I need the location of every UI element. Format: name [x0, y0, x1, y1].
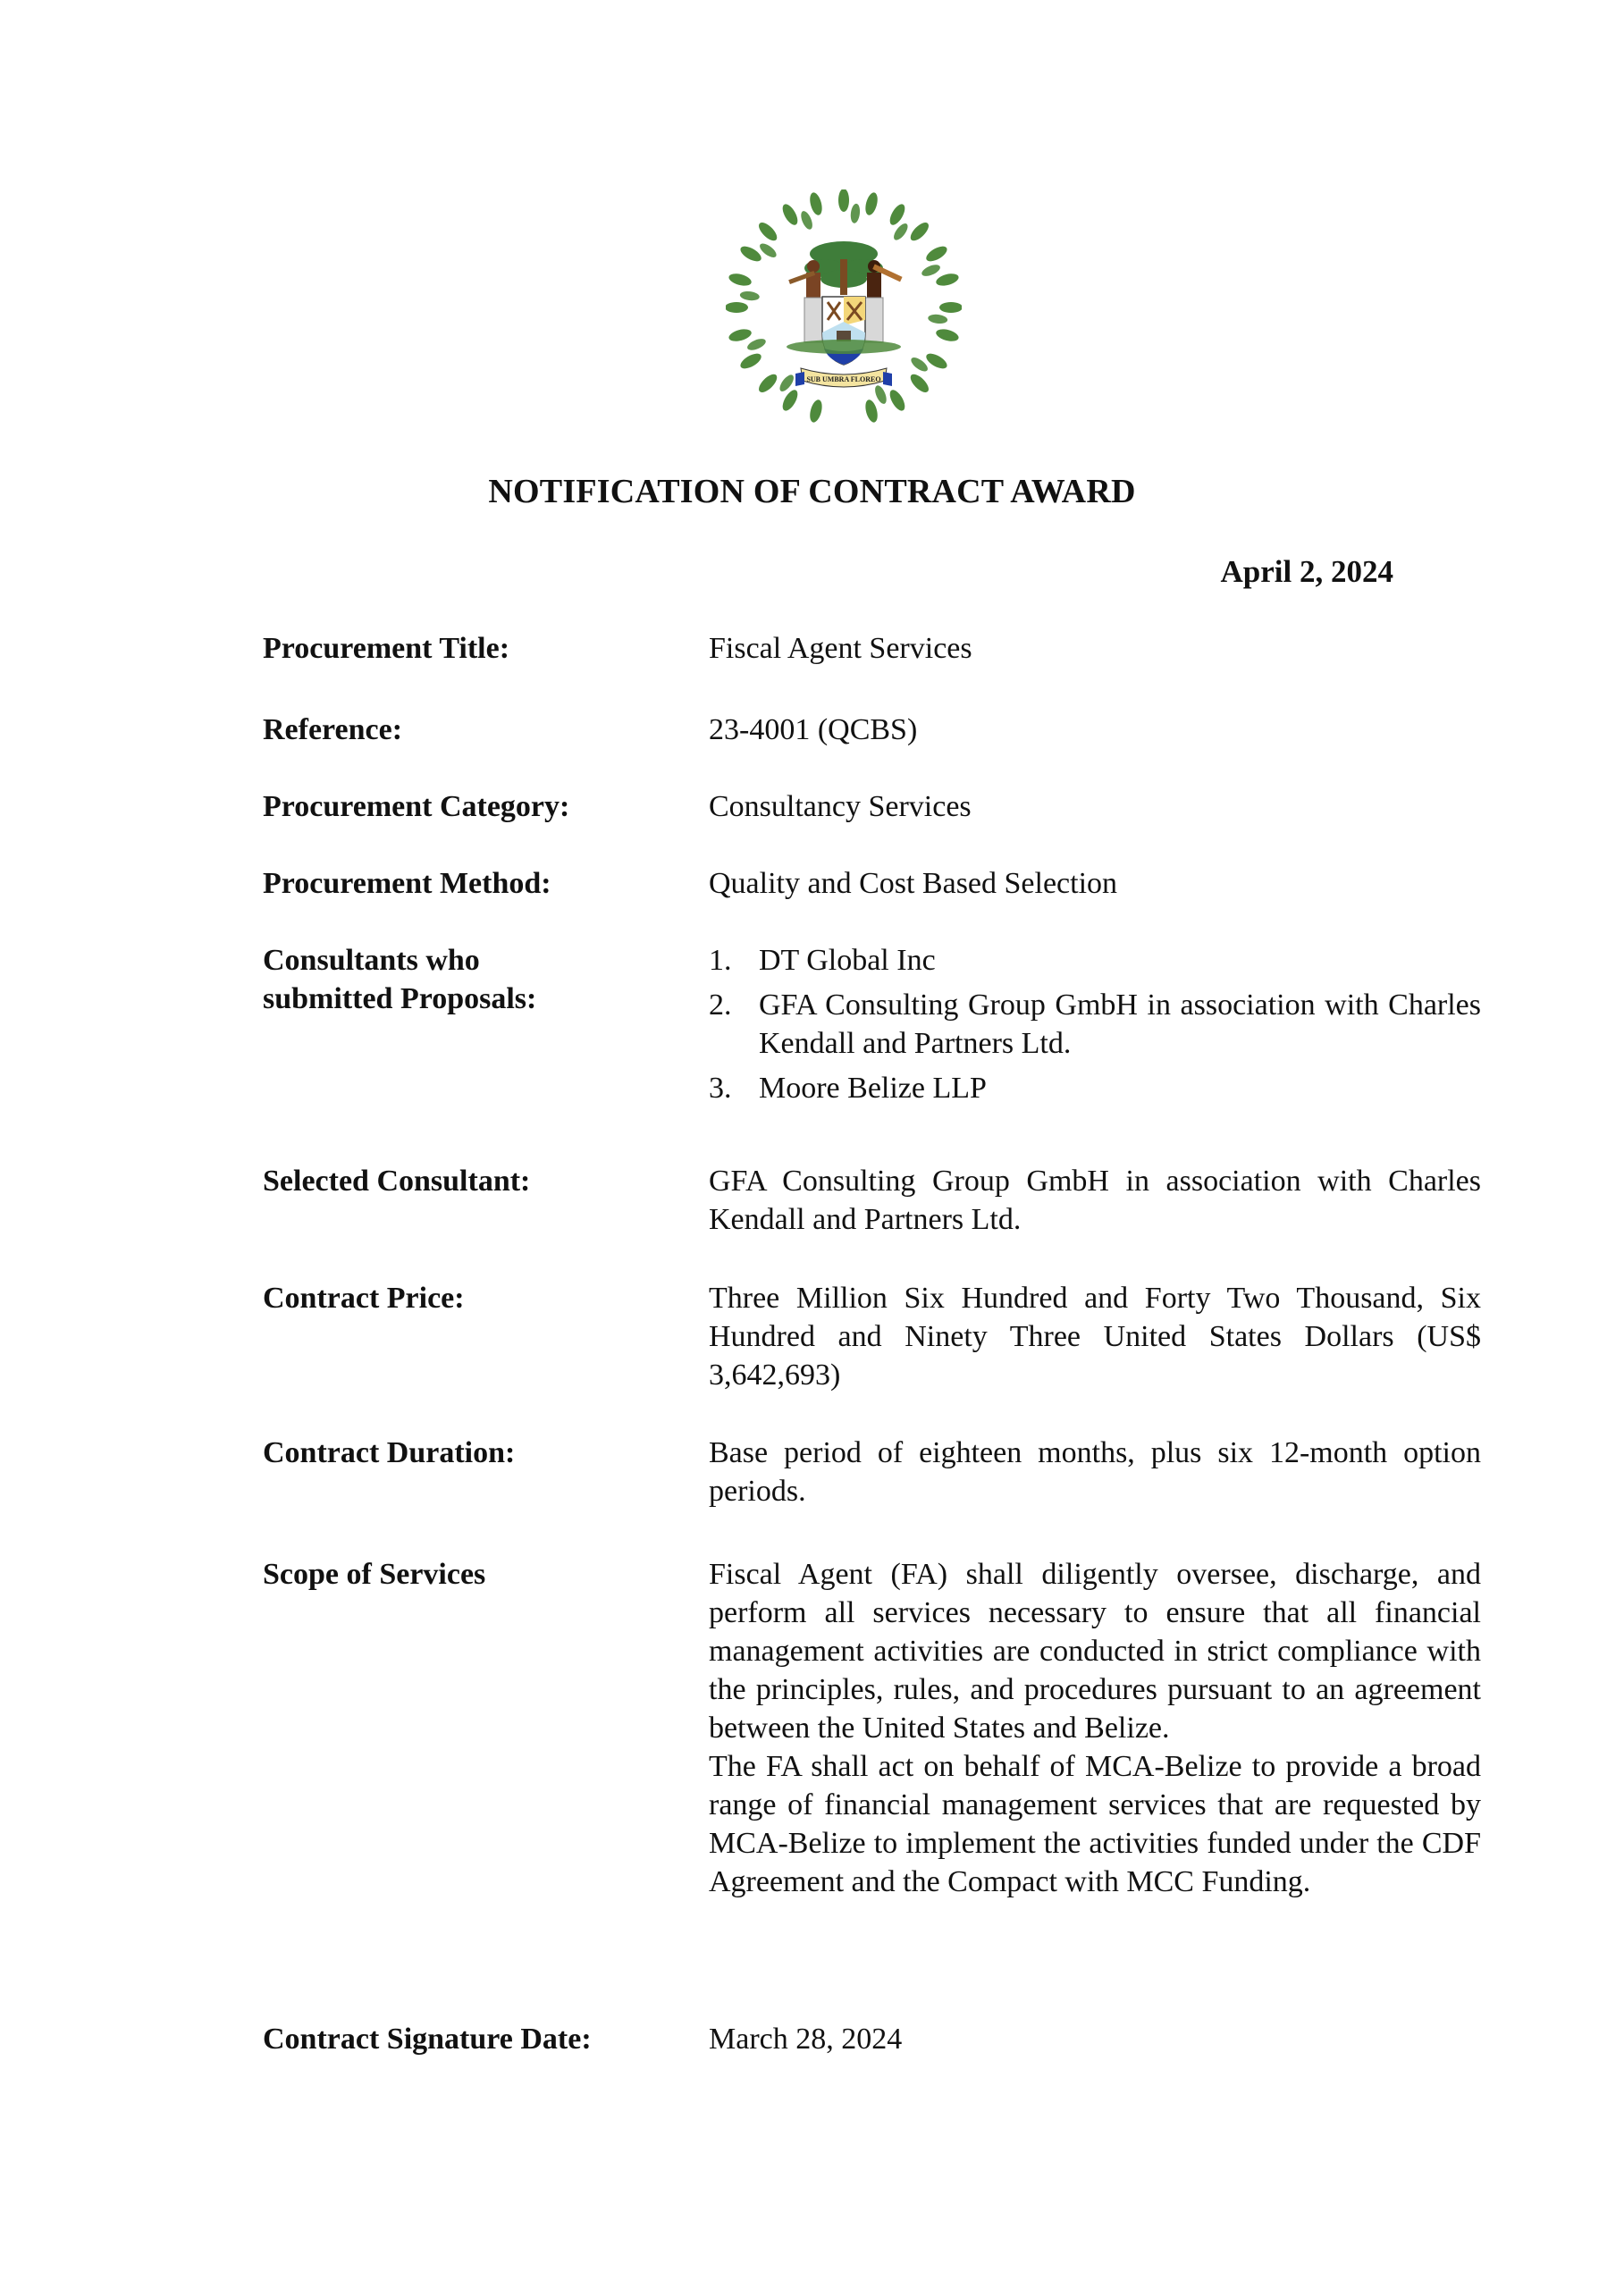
field-label-line: Consultants who — [263, 944, 480, 977]
field-value: Fiscal Agent Services — [709, 632, 972, 665]
field-value: GFA Consulting Group GmbH in association with Charles Kendall and Partners Ltd. — [709, 1165, 1481, 1236]
field-label: Scope of Services — [263, 1558, 486, 1591]
field-label-line: submitted Proposals: — [263, 982, 537, 1015]
field-label: Selected Consultant: — [263, 1165, 531, 1198]
field-value: March 28, 2024 — [709, 2023, 903, 2056]
field-label: Procurement Title: — [263, 632, 510, 665]
field-label — [263, 941, 692, 1018]
field-label: Procurement Method: — [263, 867, 551, 900]
field-value — [709, 1555, 1481, 1901]
field-label: Contract Signature Date: — [263, 2023, 592, 2056]
list-number: 2. — [709, 988, 732, 1022]
coat-of-arms-emblem — [726, 189, 962, 425]
list-item — [709, 941, 1481, 980]
svg-text:SUB UMBRA FLOREO: SUB UMBRA FLOREO — [806, 375, 881, 383]
field-label: Contract Price: — [263, 1282, 465, 1315]
list-number: 1. — [709, 944, 732, 977]
field-label: Contract Duration: — [263, 1436, 516, 1469]
list-item — [709, 986, 1481, 1063]
field-value: Consultancy Services — [709, 790, 972, 823]
field-value: Base period of eighteen months, plus six 12-month option periods. — [709, 1436, 1481, 1508]
field-value: Quality and Cost Based Selection — [709, 867, 1118, 900]
consultant-list — [709, 941, 1481, 1114]
emblem-icon — [726, 189, 962, 425]
field-value: Three Million Six Hundred and Forty Two Thousand, Six Hundred and Ninety Three United States Dollars (US$ 3,642,693) — [709, 1282, 1481, 1392]
list-text: Moore Belize LLP — [759, 1072, 987, 1105]
notice-date: April 2, 2024 — [1220, 554, 1393, 589]
field-label: Reference: — [263, 713, 403, 746]
page-title: NOTIFICATION OF CONTRACT AWARD — [488, 473, 1136, 510]
scope-paragraph: Fiscal Agent (FA) shall diligently oversee, discharge, and perform all services necessary to ensure that all financial management activities are conducted in strict compliance with the principles, rules, and procedures pursuant to an agreement between the United States and Belize. — [709, 1558, 1481, 1745]
list-text: GFA Consulting Group GmbH in association with Charles Kendall and Partners Ltd. — [759, 988, 1481, 1060]
list-item — [709, 1069, 1481, 1107]
field-value: 23-4001 (QCBS) — [709, 713, 918, 746]
list-text: DT Global Inc — [759, 944, 936, 977]
scope-paragraph: The FA shall act on behalf of MCA-Belize to provide a broad range of financial management services that are requested by MCA-Belize to implement the activities funded under the CDF Agreement and the Compact with MCC Funding. — [709, 1750, 1481, 1898]
field-label: Procurement Category: — [263, 790, 570, 823]
list-number: 3. — [709, 1072, 732, 1105]
